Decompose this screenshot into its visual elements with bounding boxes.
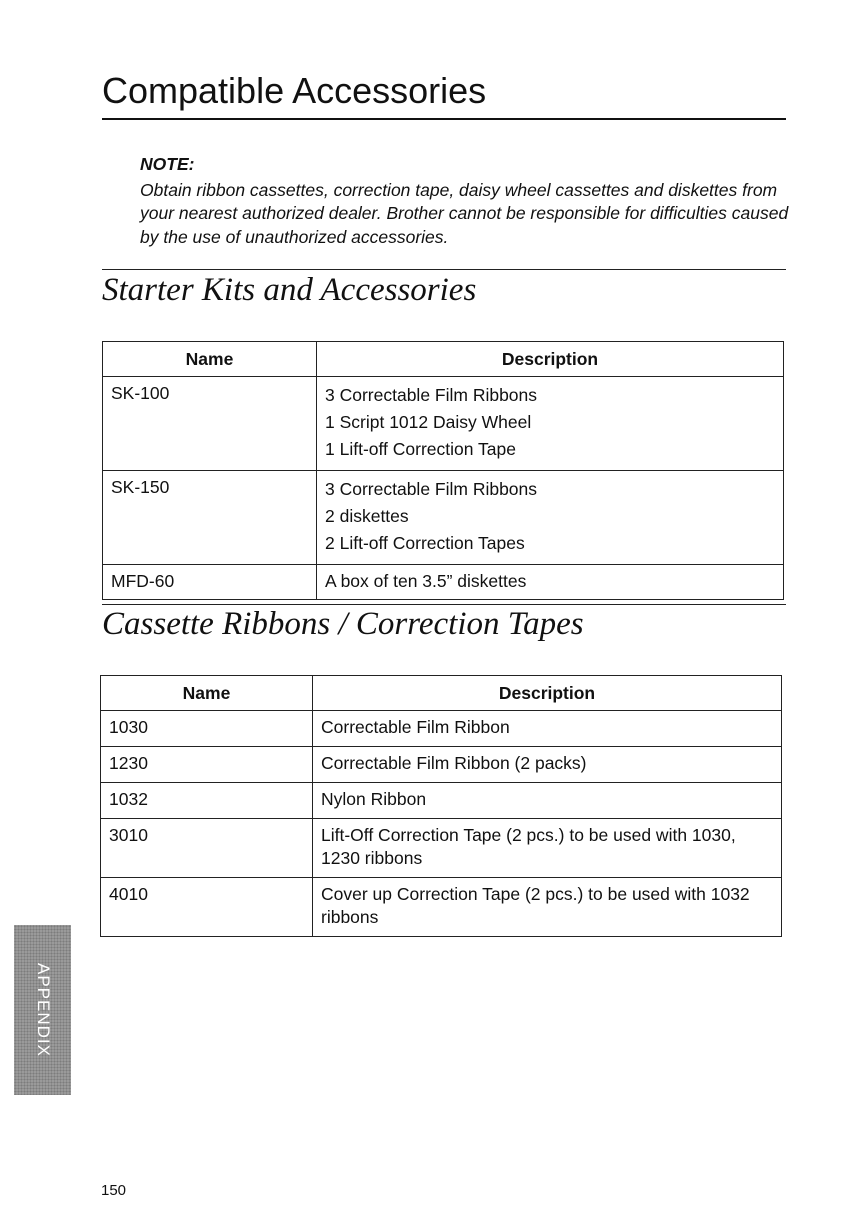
column-header-description: Description — [313, 676, 782, 711]
row-name: SK-150 — [103, 471, 317, 565]
side-tab-label: APPENDIX — [33, 963, 53, 1057]
table-row — [101, 819, 782, 878]
row-description: Lift-Off Correction Tape (2 pcs.) to be used with 1030, 1230 ribbons — [313, 819, 782, 878]
table-row — [103, 565, 784, 600]
row-name: 1032 — [101, 783, 313, 819]
section-rule-starter — [102, 269, 786, 270]
row-description — [317, 471, 784, 565]
row-description: Cover up Correction Tape (2 pcs.) to be used with 1032 ribbons — [313, 878, 782, 937]
column-header-description: Description — [317, 342, 784, 377]
table-header-row — [103, 342, 784, 377]
description-line: 1 Lift-off Correction Tape — [325, 439, 516, 459]
row-description: Nylon Ribbon — [313, 783, 782, 819]
row-description: Correctable Film Ribbon — [313, 711, 782, 747]
description-line: 3 Correctable Film Ribbons — [325, 385, 538, 405]
appendix-side-tab — [14, 925, 71, 1095]
table-row — [101, 747, 782, 783]
description-line: 1 Script 1012 Daisy Wheel — [325, 412, 532, 432]
row-name: 1030 — [101, 711, 313, 747]
ribbons-tapes-table — [100, 675, 782, 937]
description-line: 2 Lift-off Correction Tapes — [325, 533, 525, 553]
section-title-starter-kits: Starter Kits and Accessories — [102, 272, 477, 308]
table-row — [101, 783, 782, 819]
row-description: Correctable Film Ribbon (2 packs) — [313, 747, 782, 783]
row-name: 3010 — [101, 819, 313, 878]
column-header-name: Name — [103, 342, 317, 377]
table-row — [101, 878, 782, 937]
table-row — [103, 471, 784, 565]
page-title: Compatible Accessories — [102, 70, 487, 111]
title-rule — [102, 118, 786, 120]
note-text: Obtain ribbon cassettes, correction tape, daisy wheel cassettes and diskettes from your nearest authorized dealer. Brother cannot be responsible for difficulties caused by the use of unauthorized accessories. — [140, 179, 789, 247]
section-title-ribbons-tapes: Cassette Ribbons / Correction Tapes — [102, 606, 584, 642]
row-description — [317, 377, 784, 471]
row-name: SK-100 — [103, 377, 317, 471]
column-header-name: Name — [101, 676, 313, 711]
description-line: 3 Correctable Film Ribbons — [325, 479, 538, 499]
note-box — [140, 153, 790, 249]
description-line: A box of ten 3.5” diskettes — [325, 571, 527, 591]
row-name: MFD-60 — [103, 565, 317, 600]
starter-kits-table — [102, 341, 784, 600]
section-rule-tapes — [102, 604, 786, 605]
table-row — [101, 711, 782, 747]
table-header-row — [101, 676, 782, 711]
row-name: 1230 — [101, 747, 313, 783]
table-row — [103, 377, 784, 471]
note-label: NOTE: — [140, 154, 195, 174]
description-line: 2 diskettes — [325, 506, 409, 526]
row-description — [317, 565, 784, 600]
row-name: 4010 — [101, 878, 313, 937]
page-number: 150 — [101, 1182, 127, 1199]
